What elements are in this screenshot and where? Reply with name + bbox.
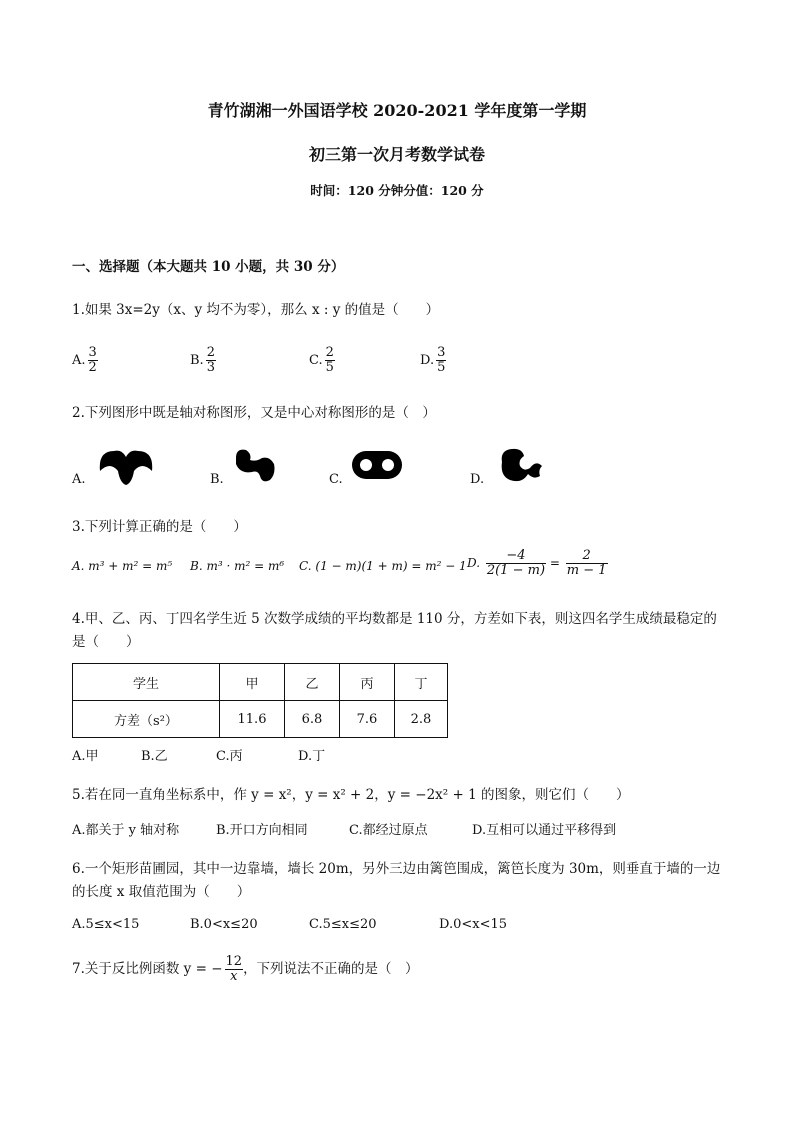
equals-sign: = bbox=[549, 556, 560, 570]
shape-b-wave-icon bbox=[232, 446, 278, 484]
question-5-stem: 5.若在同一直角坐标系中，作 y = x²，y = x² + 2，y = −2x² + 1 的图象，则它们（ ） bbox=[72, 787, 630, 803]
q4-option-d[interactable]: D.丁 bbox=[298, 749, 326, 764]
q7-stem-suffix: ，下列说法不正确的是（ ） bbox=[243, 961, 419, 977]
q2-option-d-label[interactable]: D. bbox=[470, 472, 485, 487]
q3-option-b[interactable]: B. m³ · m² = m⁶ bbox=[190, 559, 285, 573]
q2-option-b-label[interactable]: B. bbox=[210, 472, 224, 487]
shape-d-bitten-circle-icon bbox=[496, 446, 546, 484]
option-label: B. bbox=[190, 353, 204, 368]
table-header-cell: 丙 bbox=[340, 664, 395, 701]
question-6-stem-line2: 的长度 x 取值范围为（ ） bbox=[72, 884, 251, 900]
q5-option-d[interactable]: D.互相可以通过平移得到 bbox=[472, 823, 617, 838]
fraction: $\frac{12}{x}$ bbox=[225, 954, 243, 984]
section-heading-choice: 一、选择题（本大题共 10 小题，共 30 分） bbox=[72, 259, 345, 275]
q3-option-d[interactable] bbox=[467, 549, 608, 578]
question-4-stem-line2: 是（ ） bbox=[72, 634, 140, 650]
time-score-info: 时间：120 分钟分值：120 分 bbox=[310, 183, 484, 198]
q1-option-d[interactable] bbox=[420, 346, 446, 375]
q7-stem-prefix: 7.关于反比例函数 y = − bbox=[72, 961, 223, 977]
q1-option-a[interactable] bbox=[72, 346, 98, 375]
q3-option-c[interactable]: C. (1 − m)(1 + m) = m² − 1 bbox=[299, 559, 467, 573]
shape-c-double-circle-icon bbox=[350, 449, 404, 481]
q5-option-b[interactable]: B.开口方向相同 bbox=[216, 823, 308, 838]
option-label: C. bbox=[309, 353, 323, 368]
table-cell: 7.6 bbox=[340, 701, 395, 738]
fraction: $\frac{2}{3}$ bbox=[206, 345, 215, 375]
fraction: $\frac{2}{5}$ bbox=[325, 345, 334, 375]
table-cell: 2.8 bbox=[395, 701, 448, 738]
q2-option-a-label[interactable]: A. bbox=[72, 472, 86, 487]
exam-title-line1: 青竹湖湘一外国语学校 2020-2021 学年度第一学期 bbox=[207, 101, 587, 120]
q4-option-a[interactable]: A.甲 bbox=[72, 749, 99, 764]
question-2-stem: 2.下列图形中既是轴对称图形，又是中心对称图形的是（ ） bbox=[72, 405, 436, 421]
question-1-stem: 1.如果 3x=2y（x、y 均不为零），那么 x : y 的值是（ ） bbox=[72, 302, 440, 318]
shape-a-mushroom-icon bbox=[96, 445, 156, 487]
q5-option-c[interactable]: C.都经过原点 bbox=[349, 823, 428, 838]
table-header-cell: 乙 bbox=[285, 664, 340, 701]
question-4-stem-line1: 4.甲、乙、丙、丁四名学生近 5 次数学成绩的平均数都是 110 分，方差如下表，则这四名学生成绩最稳定的 bbox=[72, 611, 717, 627]
question-3-stem: 3.下列计算正确的是（ ） bbox=[72, 519, 247, 535]
q6-option-b[interactable]: B.0<x≤20 bbox=[190, 917, 258, 932]
q4-option-b[interactable]: B.乙 bbox=[141, 749, 168, 764]
table-cell: 11.6 bbox=[220, 701, 285, 738]
q3-option-a[interactable]: A. m³ + m² = m⁵ bbox=[72, 559, 173, 573]
q4-option-c[interactable]: C.丙 bbox=[216, 749, 243, 764]
table-cell: 6.8 bbox=[285, 701, 340, 738]
table-row bbox=[73, 701, 448, 738]
variance-table bbox=[72, 663, 448, 738]
q6-option-a[interactable]: A.5≤x<15 bbox=[72, 917, 140, 932]
question-7-stem bbox=[72, 955, 419, 984]
option-label: D. bbox=[420, 353, 435, 368]
table-header-cell: 丁 bbox=[395, 664, 448, 701]
option-label: D. bbox=[467, 556, 481, 570]
fraction: $\frac{3}{2}$ bbox=[88, 345, 97, 375]
q2-option-c-label[interactable]: C. bbox=[329, 472, 343, 487]
q6-option-c[interactable]: C.5≤x≤20 bbox=[309, 917, 377, 932]
option-label: A. bbox=[72, 353, 86, 368]
exam-title-line2: 初三第一次月考数学试卷 bbox=[308, 145, 485, 164]
q5-option-a[interactable]: A.都关于 y 轴对称 bbox=[72, 823, 180, 838]
q1-option-b[interactable] bbox=[190, 346, 216, 375]
fraction-left: $\frac{-4}{2(1 - m)}$ bbox=[486, 548, 546, 578]
fraction: $\frac{3}{5}$ bbox=[437, 345, 446, 375]
q1-option-c[interactable] bbox=[309, 346, 335, 375]
table-cell: 方差（s²） bbox=[73, 701, 220, 738]
q6-option-d[interactable]: D.0<x<15 bbox=[439, 917, 508, 932]
table-header-row bbox=[73, 664, 448, 701]
question-6-stem-line1: 6.一个矩形苗圃园，其中一边靠墙，墙长 20m，另外三边由篱笆围成，篱笆长度为 30m，则垂直于墙的一边 bbox=[72, 861, 721, 877]
table-header-cell: 学生 bbox=[73, 664, 220, 701]
fraction-right: $\frac{2}{m - 1}$ bbox=[566, 548, 607, 578]
table-header-cell: 甲 bbox=[220, 664, 285, 701]
